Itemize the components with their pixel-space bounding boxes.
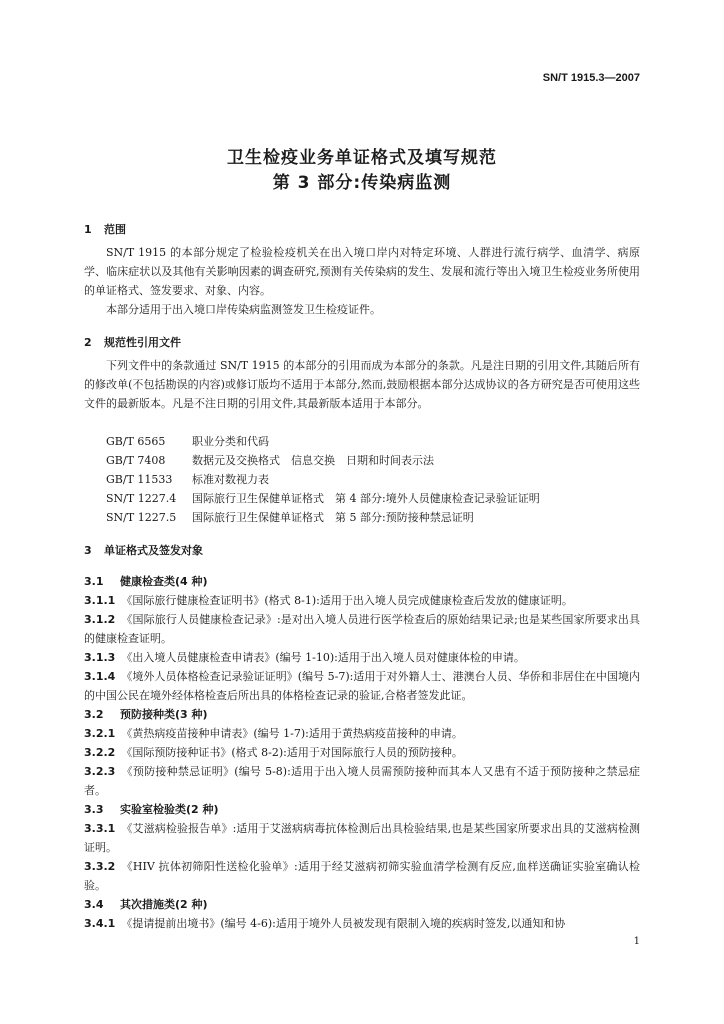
subsection-title: 其次措施类(2 种) xyxy=(120,898,208,911)
subsection-title: 实验室检验类(2 种) xyxy=(120,803,219,816)
section-number: 1 xyxy=(84,223,92,236)
subsection-3-1-heading xyxy=(84,572,208,591)
clause-3-2-2 xyxy=(84,743,640,762)
clause-3-1-3 xyxy=(84,648,640,667)
reference-item xyxy=(106,432,269,451)
clause-3-1-1 xyxy=(84,591,640,610)
reference-item xyxy=(106,508,474,527)
subsection-number: 3.3 xyxy=(84,803,104,816)
reference-title: 数据元及交换格式 信息交换 日期和时间表示法 xyxy=(192,454,434,467)
document-title: 卫生检疫业务单证格式及填写规范 xyxy=(227,148,497,168)
section-number: 2 xyxy=(84,336,92,349)
section-1-applicability: 本部分适用于出入境口岸传染病监测签发卫生检疫证件。 xyxy=(106,303,381,316)
reference-title: 职业分类和代码 xyxy=(192,435,269,448)
clause-text: 《提请提前出境书》(编号 4-6):适用于境外人员被发现有限制入境的疾病时签发,以通知和协 xyxy=(121,917,566,930)
clause-text: 《出入境人员健康检查申请表》(编号 1-10):适用于出入境人员对健康体检的申请。 xyxy=(121,651,525,664)
reference-code: GB/T 7408 xyxy=(106,454,166,467)
clause-number: 3.1.4 xyxy=(84,670,116,683)
reference-code: GB/T 6565 xyxy=(106,435,166,448)
section-1-heading xyxy=(84,220,126,239)
standard-code: SN/T 1915.3—2007 xyxy=(542,72,640,84)
section-2-paragraph: 下列文件中的条款通过 SN/T 1915 的本部分的引用而成为本部分的条款。凡是注日期的引用文件,其随后所有的修改单(不包括勘误的内容)或修订版均不适用于本部分,然而,鼓励根据本部分达成协议的各方研究是否可使用这些文件的最新版本。凡是不注日期的引用文件,其最新版本适用于本部分。 xyxy=(84,359,640,410)
clause-text: 《预防接种禁忌证明》(编号 5-8):适用于出入境人员需预防接种而其本人又患有不适于预防接种之禁忌症者。 xyxy=(84,765,640,797)
section-title: 单证格式及签发对象 xyxy=(104,544,203,557)
reference-code: SN/T 1227.4 xyxy=(106,492,177,505)
subsection-3-2-heading xyxy=(84,705,208,724)
clause-3-3-1 xyxy=(84,819,640,857)
section-title: 范围 xyxy=(104,223,126,236)
subsection-number: 3.4 xyxy=(84,898,104,911)
section-3-heading xyxy=(84,541,203,560)
clause-number: 3.1.3 xyxy=(84,651,116,664)
section-2-heading xyxy=(84,333,181,352)
clause-text: 《国际预防接种证书》(格式 8-2):适用于对国际旅行人员的预防接种。 xyxy=(121,746,463,759)
reference-code: GB/T 11533 xyxy=(106,473,173,486)
section-number: 3 xyxy=(84,544,92,557)
page-number: 1 xyxy=(633,936,640,947)
clause-number: 3.3.1 xyxy=(84,822,116,835)
reference-title: 标准对数视力表 xyxy=(192,473,269,486)
section-title: 规范性引用文件 xyxy=(104,336,181,349)
clause-text: 《艾滋病检验报告单》:适用于艾滋病病毒抗体检测后出具检验结果,也是某些国家所要求出具的艾滋病检测证明。 xyxy=(84,822,640,854)
clause-number: 3.2.3 xyxy=(84,765,116,778)
subsection-title: 预防接种类(3 种) xyxy=(120,708,208,721)
clause-3-3-2 xyxy=(84,857,640,895)
subsection-number: 3.1 xyxy=(84,575,104,588)
clause-3-1-2 xyxy=(84,610,640,648)
reference-title: 国际旅行卫生保健单证格式 第 5 部分:预防接种禁忌证明 xyxy=(192,511,474,524)
section-1-paragraph: SN/T 1915 的本部分规定了检验检疫机关在出入境口岸内对特定环境、人群进行流行病学、血清学、病原学、临床症状以及其他有关影响因素的调查研究,预测有关传染病的发生、发展和流行等出入境卫生检疫业务所使用的单证格式、签发要求、对象、内容。 xyxy=(84,246,640,297)
clause-text: 《HIV 抗体初筛阳性送检化验单》:适用于经艾滋病初筛实验血清学检测有反应,血样送确证实验室确认检验。 xyxy=(84,860,640,892)
clause-number: 3.2.1 xyxy=(84,727,116,740)
clause-number: 3.1.1 xyxy=(84,594,116,607)
reference-item xyxy=(106,470,269,489)
clause-number: 3.1.2 xyxy=(84,613,116,626)
reference-code: SN/T 1227.5 xyxy=(106,511,177,524)
clause-number: 3.3.2 xyxy=(84,860,116,873)
clause-3-4-1 xyxy=(84,914,640,933)
reference-title: 国际旅行卫生保健单证格式 第 4 部分:境外人员健康检查记录验证证明 xyxy=(192,492,540,505)
reference-item xyxy=(106,489,540,508)
clause-text: 《国际旅行健康检查证明书》(格式 8-1):适用于出入境人员完成健康检查后发放的健康证明。 xyxy=(121,594,573,607)
clause-3-1-4 xyxy=(84,667,640,705)
subsection-3-3-heading xyxy=(84,800,219,819)
reference-item xyxy=(106,451,434,470)
subsection-number: 3.2 xyxy=(84,708,104,721)
clause-number: 3.2.2 xyxy=(84,746,116,759)
clause-text: 《黄热病疫苗接种申请表》(编号 1-7):适用于黄热病疫苗接种的申请。 xyxy=(121,727,463,740)
document-subtitle: 第 3 部分:传染病监测 xyxy=(272,173,452,193)
clause-text: 《境外人员体格检查记录验证证明》(编号 5-7):适用于对外籍人士、港澳台人员、华侨和非居住在中国境内的中国公民在境外经体格检查后所出具的体格检查记录的验证,合格者签发此证。 xyxy=(84,670,640,702)
clause-text: 《国际旅行人员健康检查记录》:是对出入境人员进行医学检查后的原始结果记录;也是某些国家所要求出具的健康检查证明。 xyxy=(84,613,640,645)
clause-3-2-1 xyxy=(84,724,640,743)
subsection-title: 健康检查类(4 种) xyxy=(120,575,208,588)
subsection-3-4-heading xyxy=(84,895,208,914)
clause-3-2-3 xyxy=(84,762,640,800)
clause-number: 3.4.1 xyxy=(84,917,116,930)
